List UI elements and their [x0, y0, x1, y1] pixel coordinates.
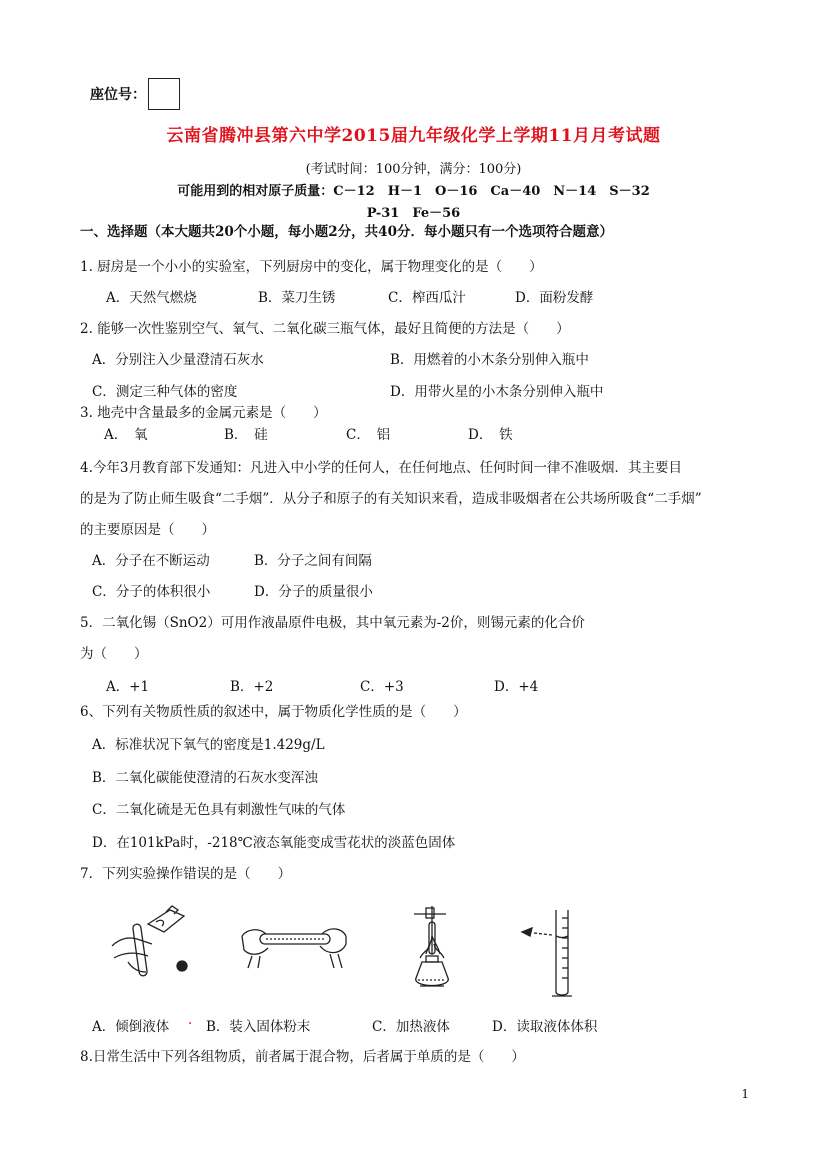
question-1-option-d: D．面粉发酵	[515, 290, 594, 306]
question-7-option-a: A．倾倒液体	[92, 1019, 170, 1035]
question-1-stem: 1. 厨房是一个小小的实验室，下列厨房中的变化，属于物理变化的是（ ）	[80, 259, 543, 275]
question-2-option-c: C．测定三种气体的密度	[92, 384, 238, 400]
atomic-mass-line-2: P-31 Fe－56	[366, 206, 461, 221]
question-1-option-b: B．菜刀生锈	[258, 290, 336, 306]
exam-title: 云南省腾冲县第六中学2015届九年级化学上学期11月月考试题	[166, 126, 661, 146]
seat-number-box[interactable]	[148, 78, 180, 110]
question-2-option-a: A．分别注入少量澄清石灰水	[92, 352, 264, 368]
question-7-option-b: B．装入固体粉末	[206, 1019, 311, 1035]
question-5-line-1: 5．二氧化锡（SnO2）可用作液晶原件电极，其中氧元素为-2价，则锡元素的化合价	[80, 615, 585, 631]
reading-volume-figure	[516, 906, 576, 1002]
question-3-option-d: D． 铁	[468, 427, 513, 443]
question-2-stem: 2. 能够一次性鉴别空气、氧气、二氧化碳三瓶气体，最好且简便的方法是（ ）	[80, 321, 570, 337]
question-3-option-b: B． 硅	[224, 427, 268, 443]
question-7-red-dot: .	[188, 1012, 193, 1028]
question-7-stem: 7．下列实验操作错误的是（ ）	[80, 866, 292, 882]
question-1-option-a: A．天然气燃烧	[106, 290, 197, 306]
question-4-line-3: 的主要原因是（ ）	[80, 522, 215, 538]
section-heading: 一、选择题（本大题共20个小题，每小题2分，共40分．每小题只有一个选项符合题意）	[80, 224, 613, 240]
page-number: 1	[741, 1087, 749, 1101]
loading-powder-figure	[238, 920, 350, 972]
question-6-stem: 6、下列有关物质性质的叙述中，属于物质化学性质的是（ ）	[80, 704, 467, 720]
question-3-stem: 3. 地壳中含量最多的金属元素是（ ）	[80, 405, 327, 421]
question-7-option-d: D．读取液体体积	[492, 1019, 598, 1035]
question-5-option-a: A．+1	[106, 679, 150, 695]
question-4-line-2: 的是为了防止师生吸食“二手烟”．从分子和原子的有关知识来看，造成非吸烟者在公共场所吸食“二手烟”	[80, 491, 702, 507]
question-4-option-b: B．分子之间有间隔	[254, 553, 372, 569]
question-5-option-d: D．+4	[494, 679, 539, 695]
question-2-option-d: D．用带火星的小木条分别伸入瓶中	[390, 384, 604, 400]
question-5-option-c: C．+3	[360, 679, 404, 695]
atomic-mass-line-1: 可能用到的相对原子质量：C－12 H－1 O－16 Ca－40 N－14 S－32	[177, 184, 650, 199]
question-8-stem: 8.日常生活中下列各组物质，前者属于混合物，后者属于单质的是（ ）	[80, 1049, 525, 1065]
heating-liquid-figure	[402, 900, 468, 996]
question-5-option-b: B．+2	[230, 679, 274, 695]
question-6-option-d: D．在101kPa时，-218℃液态氧能变成雪花状的淡蓝色固体	[92, 835, 456, 851]
pouring-liquid-figure	[108, 902, 198, 982]
question-4-line-1: 4.今年3月教育部下发通知：凡进入中小学的任何人，在任何地点、任何时间一律不准吸烟．其主要目	[80, 460, 682, 476]
exam-info: (考试时间：100分钟，满分：100分)	[305, 162, 522, 177]
question-4-option-a: A．分子在不断运动	[92, 553, 210, 569]
question-3-option-a: A． 氧	[104, 427, 148, 443]
question-4-option-d: D．分子的质量很小	[254, 584, 373, 600]
question-7-option-c: C．加热液体	[372, 1019, 450, 1035]
question-3-option-c: C． 铝	[346, 427, 391, 443]
question-4-option-c: C．分子的体积很小	[92, 584, 211, 600]
question-5-line-2: 为（ ）	[80, 646, 148, 662]
question-2-option-b: B．用燃着的小木条分别伸入瓶中	[390, 352, 589, 368]
question-1-option-c: C．榨西瓜汁	[388, 290, 466, 306]
question-6-option-b: B．二氧化碳能使澄清的石灰水变浑浊	[92, 770, 318, 786]
question-6-option-a: A．标准状况下氧气的密度是1.429g/L	[92, 737, 325, 753]
seat-number-label: 座位号：	[90, 87, 146, 103]
question-6-option-c: C．二氧化硫是无色具有刺激性气味的气体	[92, 802, 346, 818]
